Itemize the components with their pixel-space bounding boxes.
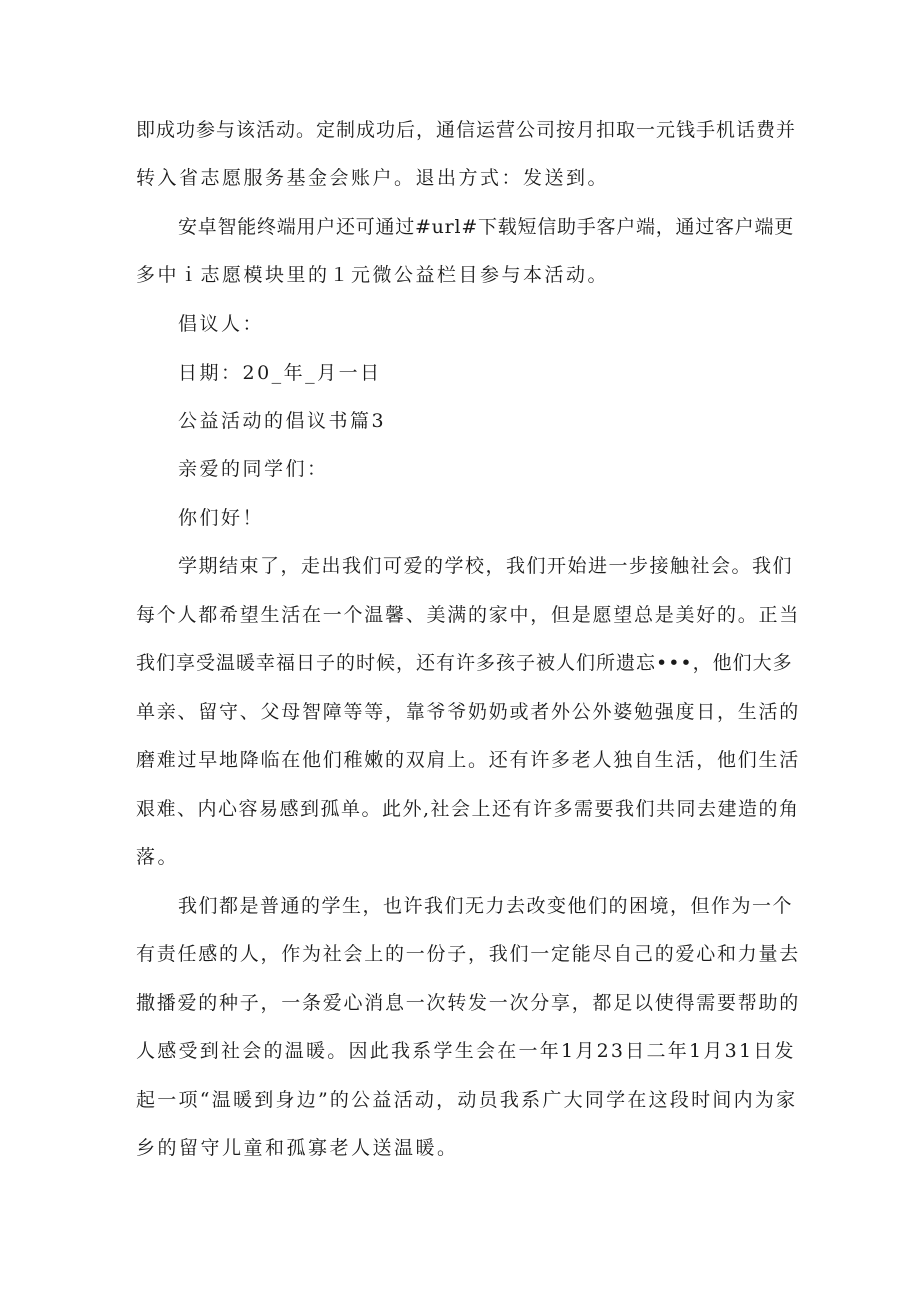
paragraph-line: 有责任感的人，作为社会上的一份子，我们一定能尽自己的爱心和力量去 [136,943,801,965]
paragraph-line: 倡议人： [178,313,265,335]
paragraph-line: 每个人都希望生活在一个温馨、美满的家中，但是愿望总是美好的。正当 [136,604,801,626]
paragraph-line: 起一项“温暖到身边”的公益活动，动员我系广大同学在这段时间内为家 [136,1089,798,1111]
paragraph-line: 乡的留守儿童和孤寡老人送温暖。 [136,1137,459,1159]
paragraph-line: 撒播爱的种子，一条爱心消息一次转发一次分享，都足以使得需要帮助的 [136,992,801,1014]
section-heading: 公益活动的倡议书篇3 [178,410,387,432]
paragraph-line: 即成功参与该活动。定制成功后，通信运营公司按月扣取一元钱手机话费并 [136,119,797,141]
paragraph-line: 落。 [136,846,180,868]
salutation: 亲爱的同学们： [178,458,329,480]
paragraph-line: 日期：20_年_月一日 [178,362,382,384]
paragraph-line: 磨难过早地降临在他们稚嫩的双肩上。还有许多老人独自生活，他们生活 [136,749,801,771]
paragraph-line: 人感受到社会的温暖。因此我系学生会在一年1月23日二年1月31日发 [136,1040,796,1062]
paragraph-line: 学期结束了，走出我们可爱的学校，我们开始进一步接触社会。我们 [178,555,794,577]
paragraph-line: 单亲、留守、父母智障等等，靠爷爷奶奶或者外公外婆勉强度日，生活的 [136,701,801,723]
paragraph-line: 安卓智能终端用户还可通过#url#下载短信助手客户端，通过客户端更 [178,216,794,238]
paragraph-line: 我们享受温暖幸福日子的时候，还有许多孩子被人们所遗忘•••，他们大多 [136,652,793,674]
paragraph-line: 艰难、内心容易感到孤单。此外,社会上还有许多需要我们共同去建造的角 [136,798,800,820]
paragraph-line: 我们都是普通的学生，也许我们无力去改变他们的困境，但作为一个 [178,895,794,917]
paragraph-line: 转入省志愿服务基金会账户。退出方式：发送到。 [136,167,610,189]
greeting: 你们好！ [178,507,265,529]
paragraph-line: 多中ｉ志愿模块里的１元微公益栏目参与本活动。 [136,264,610,286]
